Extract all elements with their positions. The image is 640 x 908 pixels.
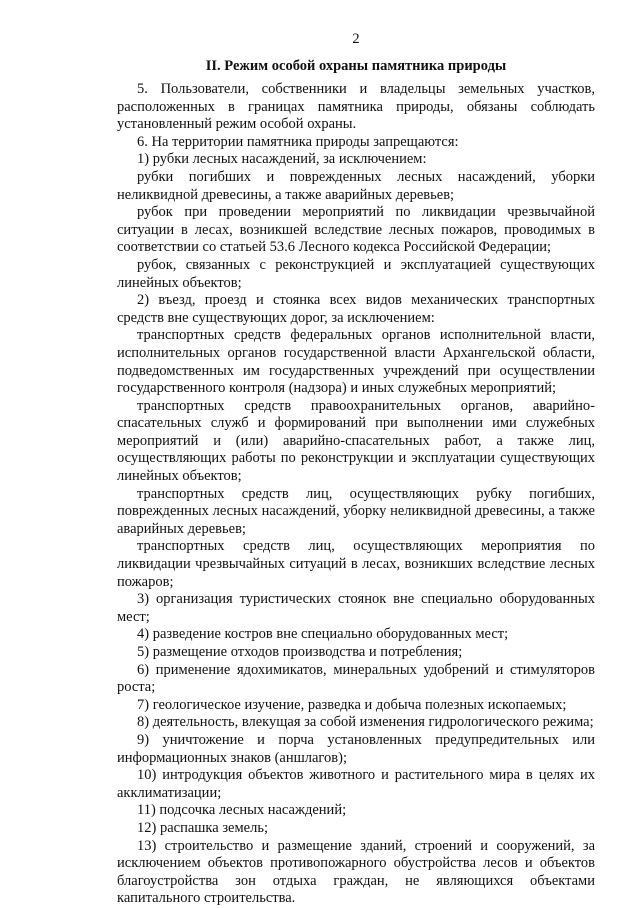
paragraph: транспортных средств правоохранительных органов, аварийно-спасательных служб и формирований при выполнении ими служебных мероприятий и (или) аварийно-спасательных работ, а также лиц, осуществляющих работы по реконструкции и эксплуатации существующих линейных объектов; [117,397,595,485]
paragraph: 12) распашка земель; [137,819,268,836]
paragraph: 5. Пользователи, собственники и владельцы земельных участков, расположенных в границах памятника природы, обязаны соблюдать установленный режим особой охраны. [117,81,595,133]
section-title: II. Режим особой охраны памятника природы [205,58,507,74]
paragraph: 1) рубки лесных насаждений, за исключением: [137,151,427,168]
paragraph: 6. На территории памятника природы запрещаются: [137,133,459,150]
paragraph: 2) въезд, проезд и стоянка всех видов механических транспортных средств вне существующих дорог, за исключением: [117,292,595,326]
paragraph: 13) строительство и размещение зданий, строений и сооружений, за исключением объектов противопожарного обустройства лесов и объектов благоустройства зон отдыха граждан, не являющихся объектами капитального строительства. [117,837,595,907]
paragraph: 11) подсочка лесных насаждений; [137,802,347,819]
paragraph: транспортных средств лиц, осуществляющих рубку погибших, поврежденных лесных насаждений, уборку неликвидной древесины, а также аварийных деревьев; [117,485,595,537]
paragraph: транспортных средств федеральных органов исполнительной власти, исполнительных органов государственной власти Архангельской области, подведомственных им государственных учреждений при осуществлении государственного контроля (надзора) и иных служебных мероприятий; [117,327,595,397]
page-number: 2 [352,31,360,47]
paragraph: 9) уничтожение и порча установленных предупредительных или информационных знаков (аншлагов); [117,731,595,766]
paragraph: 10) интродукция объектов животного и растительного мира в целях их акклиматизации; [117,767,595,801]
paragraph: рубок, связанных с реконструкцией и эксплуатацией существующих линейных объектов; [117,256,595,291]
paragraph: транспортных средств лиц, осуществляющих мероприятия по ликвидации чрезвычайных ситуаций в лесах, возникших вследствие лесных пожаров; [117,538,595,590]
paragraph: 5) размещение отходов производства и потребления; [137,644,463,660]
paragraph: 3) организация туристических стоянок вне специально оборудованных мест; [117,591,595,625]
document-page [117,30,595,908]
paragraph: рубок при проведении мероприятий по ликвидации чрезвычайной ситуации в лесах, возникшей вследствие лесных пожаров, проводимых в соответствии со статьей 53.6 Лесного кодекса Российской Федерации; [117,204,595,256]
paragraph-list [117,81,595,908]
paragraph: 7) геологическое изучение, разведка и добыча полезных ископаемых; [137,696,567,713]
paragraph: 8) деятельность, влекущая за собой изменения гидрологического режима; [137,714,594,731]
paragraph: рубки погибших и поврежденных лесных насаждений, уборки неликвидной древесины, а также аварийных деревьев; [117,168,595,203]
paragraph: 6) применение ядохимикатов, минеральных удобрений и стимуляторов роста; [117,661,595,696]
paragraph: 4) разведение костров вне специально оборудованных мест; [137,626,509,643]
